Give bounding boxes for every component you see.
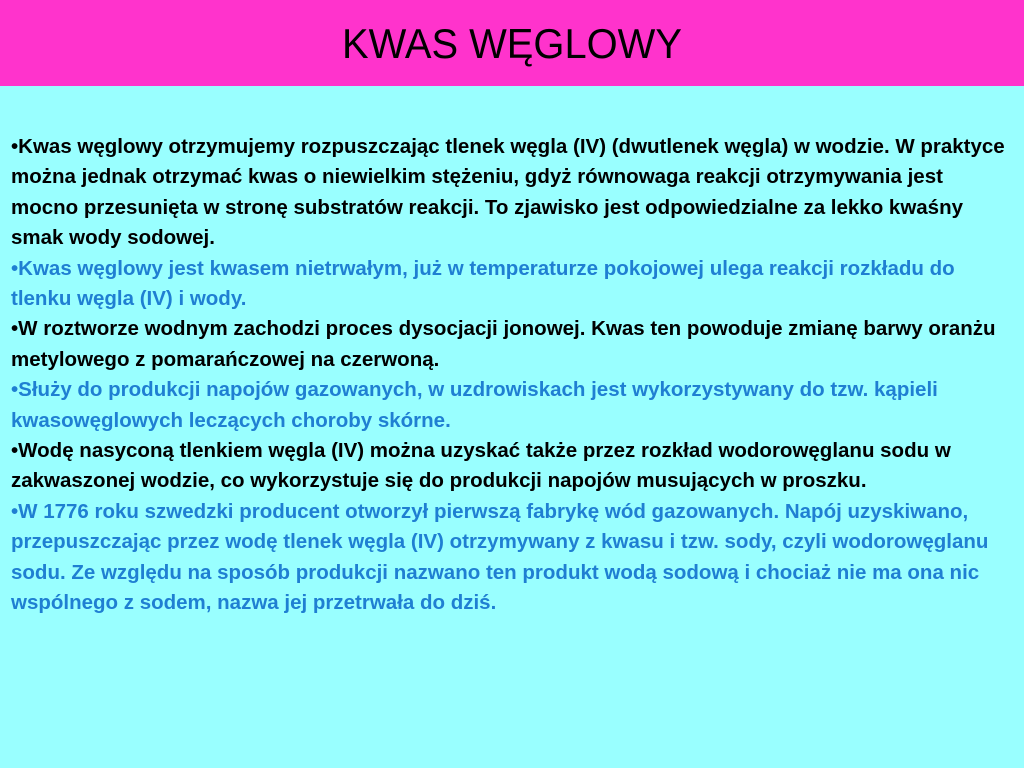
bullet-item-4: •Służy do produkcji napojów gazowanych, w uzdrowiskach jest wykorzystywany do tzw. kąpieli kwasowęglowych leczących choroby skórne. (11, 378, 938, 432)
slide-title: KWAS WĘGLOWY (342, 20, 682, 67)
bullet-item-1: •Kwas węglowy otrzymujemy rozpuszczając tlenek węgla (IV) (dwutlenek węgla) w wodzie. W praktyce można jednak otrzymać kwas o niewielkim stężeniu, gdyż równowaga reakcji otrzymywania jest mocno przesunięta w stronę substratów reakcji. To zjawisko jest odpowiedzialne za lekko kwaśny smak wody sodowej. (11, 135, 1005, 250)
bullet-item-2: •Kwas węglowy jest kwasem nietrwałym, już w temperaturze pokojowej ulega reakcji rozkładu do tlenku węgla (IV) i wody. (11, 256, 955, 311)
bullet-list (11, 132, 1014, 619)
bullet-item-3: •W roztworze wodnym zachodzi proces dysocjacji jonowej. Kwas ten powoduje zmianę barwy oranżu metylowego z pomarańczowej na czerwoną. (11, 317, 996, 371)
title-banner (0, 0, 1024, 86)
bullet-item-6: •W 1776 roku szwedzki producent otworzył pierwszą fabrykę wód gazowanych. Napój uzyskiwano, przepuszczając przez wodę tlenek węgla (IV) otrzymywany z kwasu i tzw. sody, czyli wodorowęglanu sodu. Ze względu na sposób produkcji nazwano ten produkt wodą sodową i chociaż nie ma ona nic wspólnego z sodem, nazwa jej przetrwała do dziś. (11, 499, 989, 615)
bullet-item-5: •Wodę nasyconą tlenkiem węgla (IV) można uzyskać także przez rozkład wodorowęglanu sodu w zakwaszonej wodzie, co wykorzystuje się do produkcji napojów musujących w proszku. (11, 439, 951, 493)
